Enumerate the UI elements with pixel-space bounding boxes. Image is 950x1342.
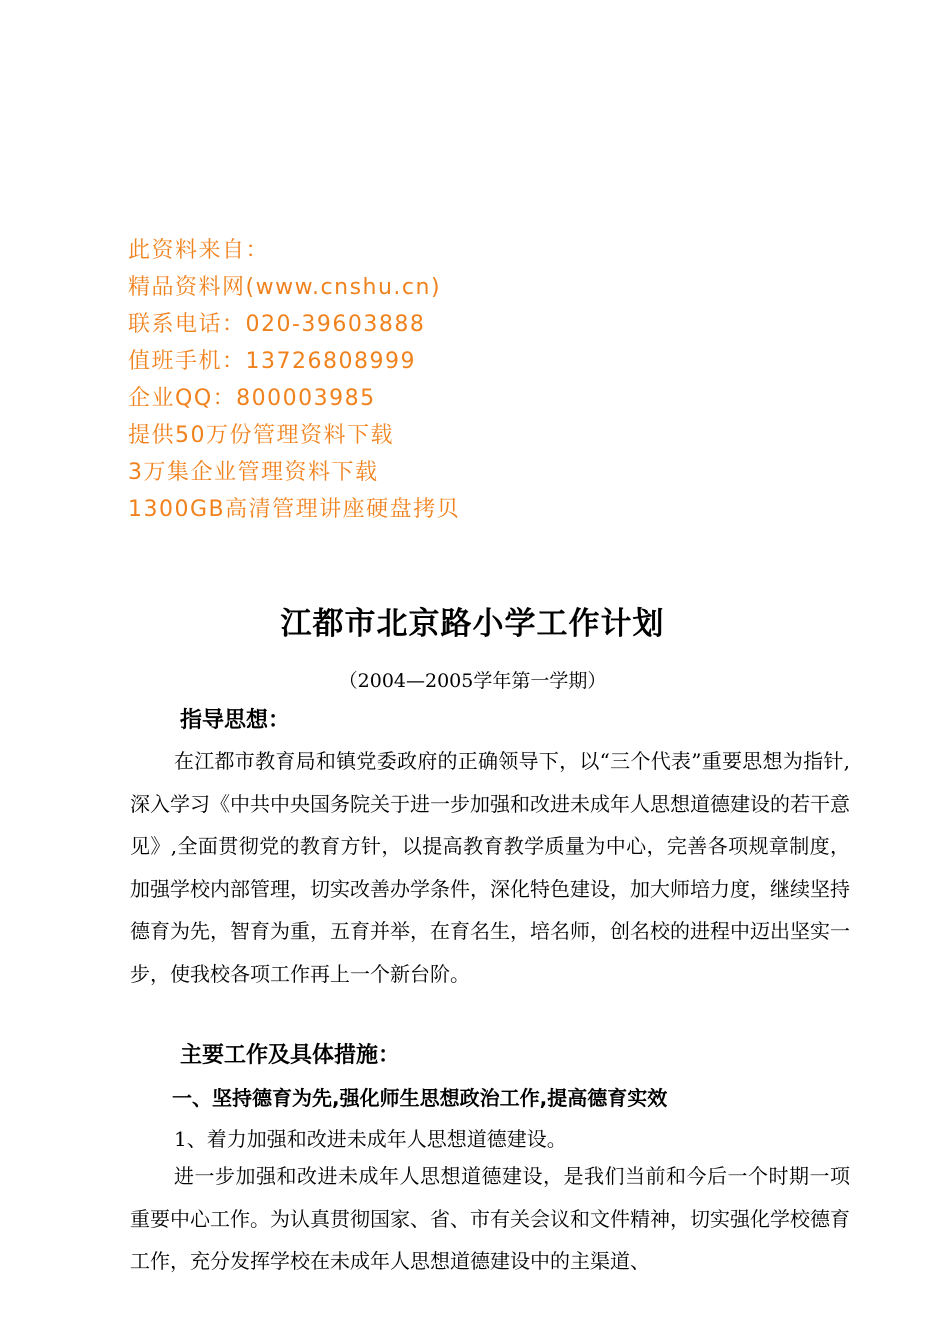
promo-block: [128, 232, 648, 528]
promo-phone: 联系电话：020-39603888: [128, 312, 426, 337]
main-work-heading: 主要工作及具体措施：: [180, 1043, 401, 1068]
promo-offer-1: 提供50万份管理资料下载: [128, 423, 394, 448]
document-title: 江都市北京路小学工作计划: [280, 606, 665, 642]
item-1-title: 1、着力加强和改进未成年人思想道德建设。: [174, 1127, 567, 1151]
promo-offer-2: 3万集企业管理资料下载: [128, 460, 379, 485]
promo-qq: 企业QQ：800003985: [128, 386, 376, 411]
promo-offer-3: 1300GB高清管理讲座硬盘拷贝: [128, 497, 461, 522]
item-1-paragraph: 进一步加强和改进未成年人思想道德建设，是我们当前和今后一个时期一项重要中心工作。为认真贯彻国家、省、市有关会议和文件精神，切实强化学校德育工作，充分发挥学校在未成年人思想道德建设中的主渠道、: [130, 1164, 850, 1273]
guide-paragraph: 在江都市教育局和镇党委政府的正确领导下，以“三个代表”重要思想为指针,深入学习《中共中央国务院关于进一步加强和改进未成年人思想道德建设的若干意见》,全面贯彻党的教育方针，以提高教育教学质量为中心，完善各项规章制度，加强学校内部管理，切实改善办学条件，深化特色建设，加大师培力度，继续坚持德育为先，智育为重，五育并举，在育名生，培名师，创名校的进程中迈出坚实一步，使我校各项工作再上一个新台阶。: [130, 749, 850, 986]
promo-website: 精品资料网(www.cnshu.cn): [128, 275, 442, 300]
section-1-heading: 一、坚持德育为先,强化师生思想政治工作,提高德育实效: [172, 1086, 668, 1110]
guide-heading: 指导思想：: [180, 708, 291, 733]
promo-source-label: 此资料来自：: [128, 238, 270, 263]
promo-mobile: 值班手机：13726808999: [128, 349, 416, 374]
document-subtitle: （2004—2005学年第一学期）: [338, 670, 607, 692]
